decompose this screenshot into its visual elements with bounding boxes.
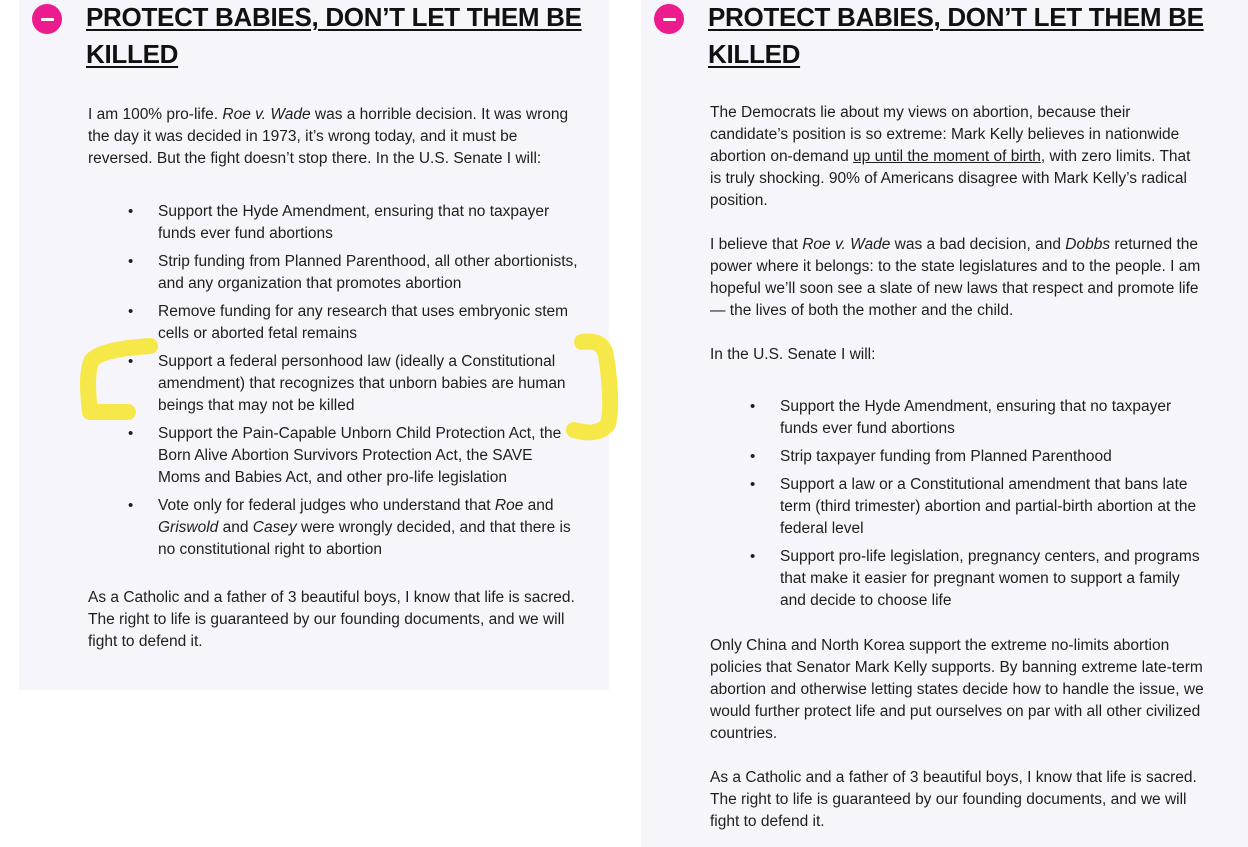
policy-list: [88, 201, 578, 561]
list-item: • Support pro-life legislation, pregnancy centers, and programs that make it easier for pregnant women to support a family and decide to choose life: [750, 548, 1200, 609]
bullet-icon: •: [128, 303, 134, 320]
collapse-toggle-icon[interactable]: [654, 4, 684, 34]
bullet-icon: •: [750, 398, 756, 415]
case-name: Roe v. Wade: [222, 106, 311, 123]
list-item: • Support a federal personhood law (ideally a Constitutional amendment) that recognizes that unborn babies are human beings that may not be killed: [128, 353, 566, 414]
paragraph-senate-intro: In the U.S. Senate I will:: [710, 346, 876, 363]
bullet-icon: •: [750, 448, 756, 465]
list-item: • Remove funding for any research that uses embryonic stem cells or aborted fetal remains: [128, 303, 569, 342]
list-item: • Vote only for federal judges who understand that Roe and Griswold and Casey were wrongly decided, and that there is no constitutional right to abortion: [128, 497, 571, 558]
bullet-icon: •: [128, 253, 134, 270]
bullet-icon: •: [128, 353, 134, 370]
birth-link[interactable]: up until the moment of birth: [853, 148, 1041, 165]
bullet-icon: •: [128, 203, 134, 220]
list-item: • Strip taxpayer funding from Planned Parenthood: [710, 446, 1205, 468]
list-item: • Support the Hyde Amendment, ensuring that no taxpayer funds ever fund abortions: [128, 203, 550, 242]
intro-paragraph: I am 100% pro-life. Roe v. Wade was a horrible decision. It was wrong the day it was decided in 1973, it’s wrong today, and it must be reversed. But the fight doesn’t stop there. In the U.S. Senate I will:: [88, 106, 569, 167]
left-policy-panel: [19, 0, 609, 690]
bullet-icon: •: [750, 548, 756, 565]
section-heading[interactable]: PROTECT BABIES, DON’T LET THEM BE KILLED: [86, 2, 582, 69]
closing-paragraph: As a Catholic and a father of 3 beautiful boys, I know that life is sacred. The right to life is guaranteed by our founding documents, and we will fight to defend it.: [88, 589, 575, 650]
policy-list: [710, 396, 1205, 612]
list-item: • Support the Hyde Amendment, ensuring that no taxpayer funds ever fund abortions: [750, 398, 1172, 437]
section-heading[interactable]: PROTECT BABIES, DON’T LET THEM BE KILLED: [708, 2, 1204, 69]
right-policy-panel: [641, 0, 1248, 847]
bullet-icon: •: [128, 425, 134, 442]
list-item: • Support a law or a Constitutional amendment that bans late term (third trimester) abortion and partial-birth abortion at the federal level: [750, 476, 1197, 537]
bullet-icon: •: [750, 476, 756, 493]
paragraph-democrats: The Democrats lie about my views on abortion, because their candidate’s position is so extreme: Mark Kelly believes in nationwide abortion on-demand up until the moment of birth, with zero limits. That is truly shocking. 90% of Americans disagree with Mark Kelly’s radical position.: [710, 104, 1191, 209]
list-item: • Strip funding from Planned Parenthood, all other abortionists, and any organization that promotes abortion: [128, 253, 578, 292]
bullet-icon: •: [128, 497, 134, 514]
list-item: • Support the Pain-Capable Unborn Child Protection Act, the Born Alive Abortion Survivors Protection Act, the SAVE Moms and Babies Act, and other pro-life legislation: [128, 425, 562, 486]
collapse-toggle-icon[interactable]: [32, 4, 62, 34]
paragraph-dobbs: I believe that Roe v. Wade was a bad decision, and Dobbs returned the power where it belongs: to the state legislatures and to the people. I am hopeful we’ll soon see a slate of new laws that respect and promote life — the lives of both the mother and the child.: [710, 236, 1201, 319]
closing-paragraph: As a Catholic and a father of 3 beautiful boys, I know that life is sacred. The right to life is guaranteed by our founding documents, and we will fight to defend it.: [710, 769, 1197, 830]
paragraph-china: Only China and North Korea support the extreme no-limits abortion policies that Senator Mark Kelly supports. By banning extreme late-term abortion and otherwise letting states decide how to handle the issue, we would further protect life and put ourselves on par with all other civilized countries.: [710, 637, 1204, 742]
